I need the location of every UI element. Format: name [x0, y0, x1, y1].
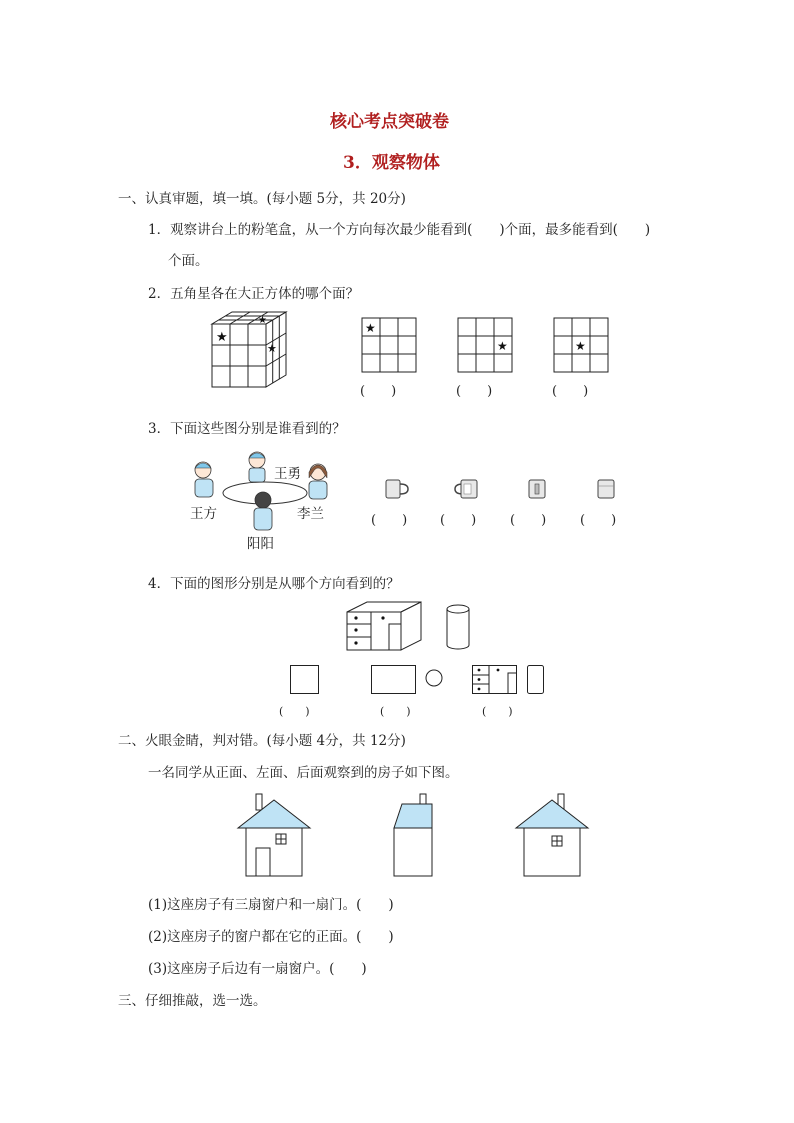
q1-text: 1．观察讲台上的粉笔盒，从一个方向每次最少能看到( )个面，最多能看到( )	[148, 222, 651, 238]
section1-heading: 一、认真审题，填一填。(每小题 5分，共 20分)	[118, 191, 406, 207]
cube-side-star: ★	[267, 342, 277, 355]
mug-4-icon	[596, 478, 616, 502]
judge-item-3: (3)这座房子后边有一扇窗户。( )	[148, 961, 367, 977]
grid-3	[554, 318, 608, 372]
page-title: 核心考点突破卷	[330, 112, 449, 132]
view-narrow-rect	[527, 665, 545, 695]
name-wangfang: 王方	[190, 506, 217, 522]
view-circle	[425, 669, 443, 687]
person-wangyong-icon	[249, 452, 265, 482]
section3-heading: 三、仔细推敲，选一选。	[118, 993, 267, 1009]
grid-1-star: ★	[365, 321, 376, 335]
grid-2-star: ★	[497, 339, 508, 353]
q4-text: 4．下面的图形分别是从哪个方向看到的？	[148, 576, 400, 592]
q2-blank-2[interactable]: ( )	[456, 384, 493, 399]
house-back	[514, 792, 590, 878]
view-desk-front	[472, 665, 518, 695]
person-lilan-icon	[309, 464, 327, 499]
q3-text: 3．下面这些图分别是谁看到的？	[148, 421, 346, 437]
mug-1-icon	[384, 478, 410, 502]
house-left	[392, 792, 434, 878]
name-lilan: 李兰	[297, 506, 324, 522]
grid-3-star: ★	[575, 339, 586, 353]
judge-item-2: (2)这座房子的窗户都在它的正面。( )	[148, 929, 394, 945]
name-wangyong: 王勇	[274, 466, 301, 482]
person-yangyang-icon	[254, 492, 272, 530]
q3-blank-1[interactable]: ( )	[371, 513, 408, 528]
q2-blank-1[interactable]: ( )	[360, 384, 397, 399]
cylinder-figure	[445, 603, 471, 651]
q2-blank-3[interactable]: ( )	[552, 384, 589, 399]
section2-heading: 二、火眼金睛，判对错。(每小题 4分，共 12分)	[118, 733, 406, 749]
q4-blank-2[interactable]: ( )	[380, 705, 411, 718]
cube-top-star: ★	[258, 315, 267, 326]
q4-blank-1[interactable]: ( )	[279, 705, 310, 718]
person-wangfang-icon	[195, 462, 213, 497]
q4-blank-3[interactable]: ( )	[482, 705, 513, 718]
q3-blank-2[interactable]: ( )	[440, 513, 477, 528]
desk-figure	[343, 600, 423, 654]
q3-blank-3[interactable]: ( )	[510, 513, 547, 528]
grid-1	[362, 318, 416, 372]
q3-blank-4[interactable]: ( )	[580, 513, 617, 528]
name-yangyang: 阳阳	[247, 536, 274, 552]
judge-item-1: (1)这座房子有三扇窗户和一扇门。( )	[148, 897, 394, 913]
cube-front-star: ★	[216, 330, 228, 345]
table-scene	[185, 448, 335, 538]
mug-2-icon	[455, 478, 481, 502]
page-subtitle: 3．观察物体	[343, 153, 440, 173]
q1-text-cont: 个面。	[168, 253, 209, 269]
q2-text: 2．五角星各在大正方体的哪个面？	[148, 286, 360, 302]
cube-figure	[200, 306, 300, 396]
house-front	[236, 792, 312, 878]
section2-intro: 一名同学从正面、左面、后面观察到的房子如下图。	[148, 765, 459, 781]
grid-2	[458, 318, 512, 372]
mug-3-icon	[527, 478, 547, 502]
view-square	[290, 665, 320, 695]
view-rectangle	[371, 665, 417, 695]
